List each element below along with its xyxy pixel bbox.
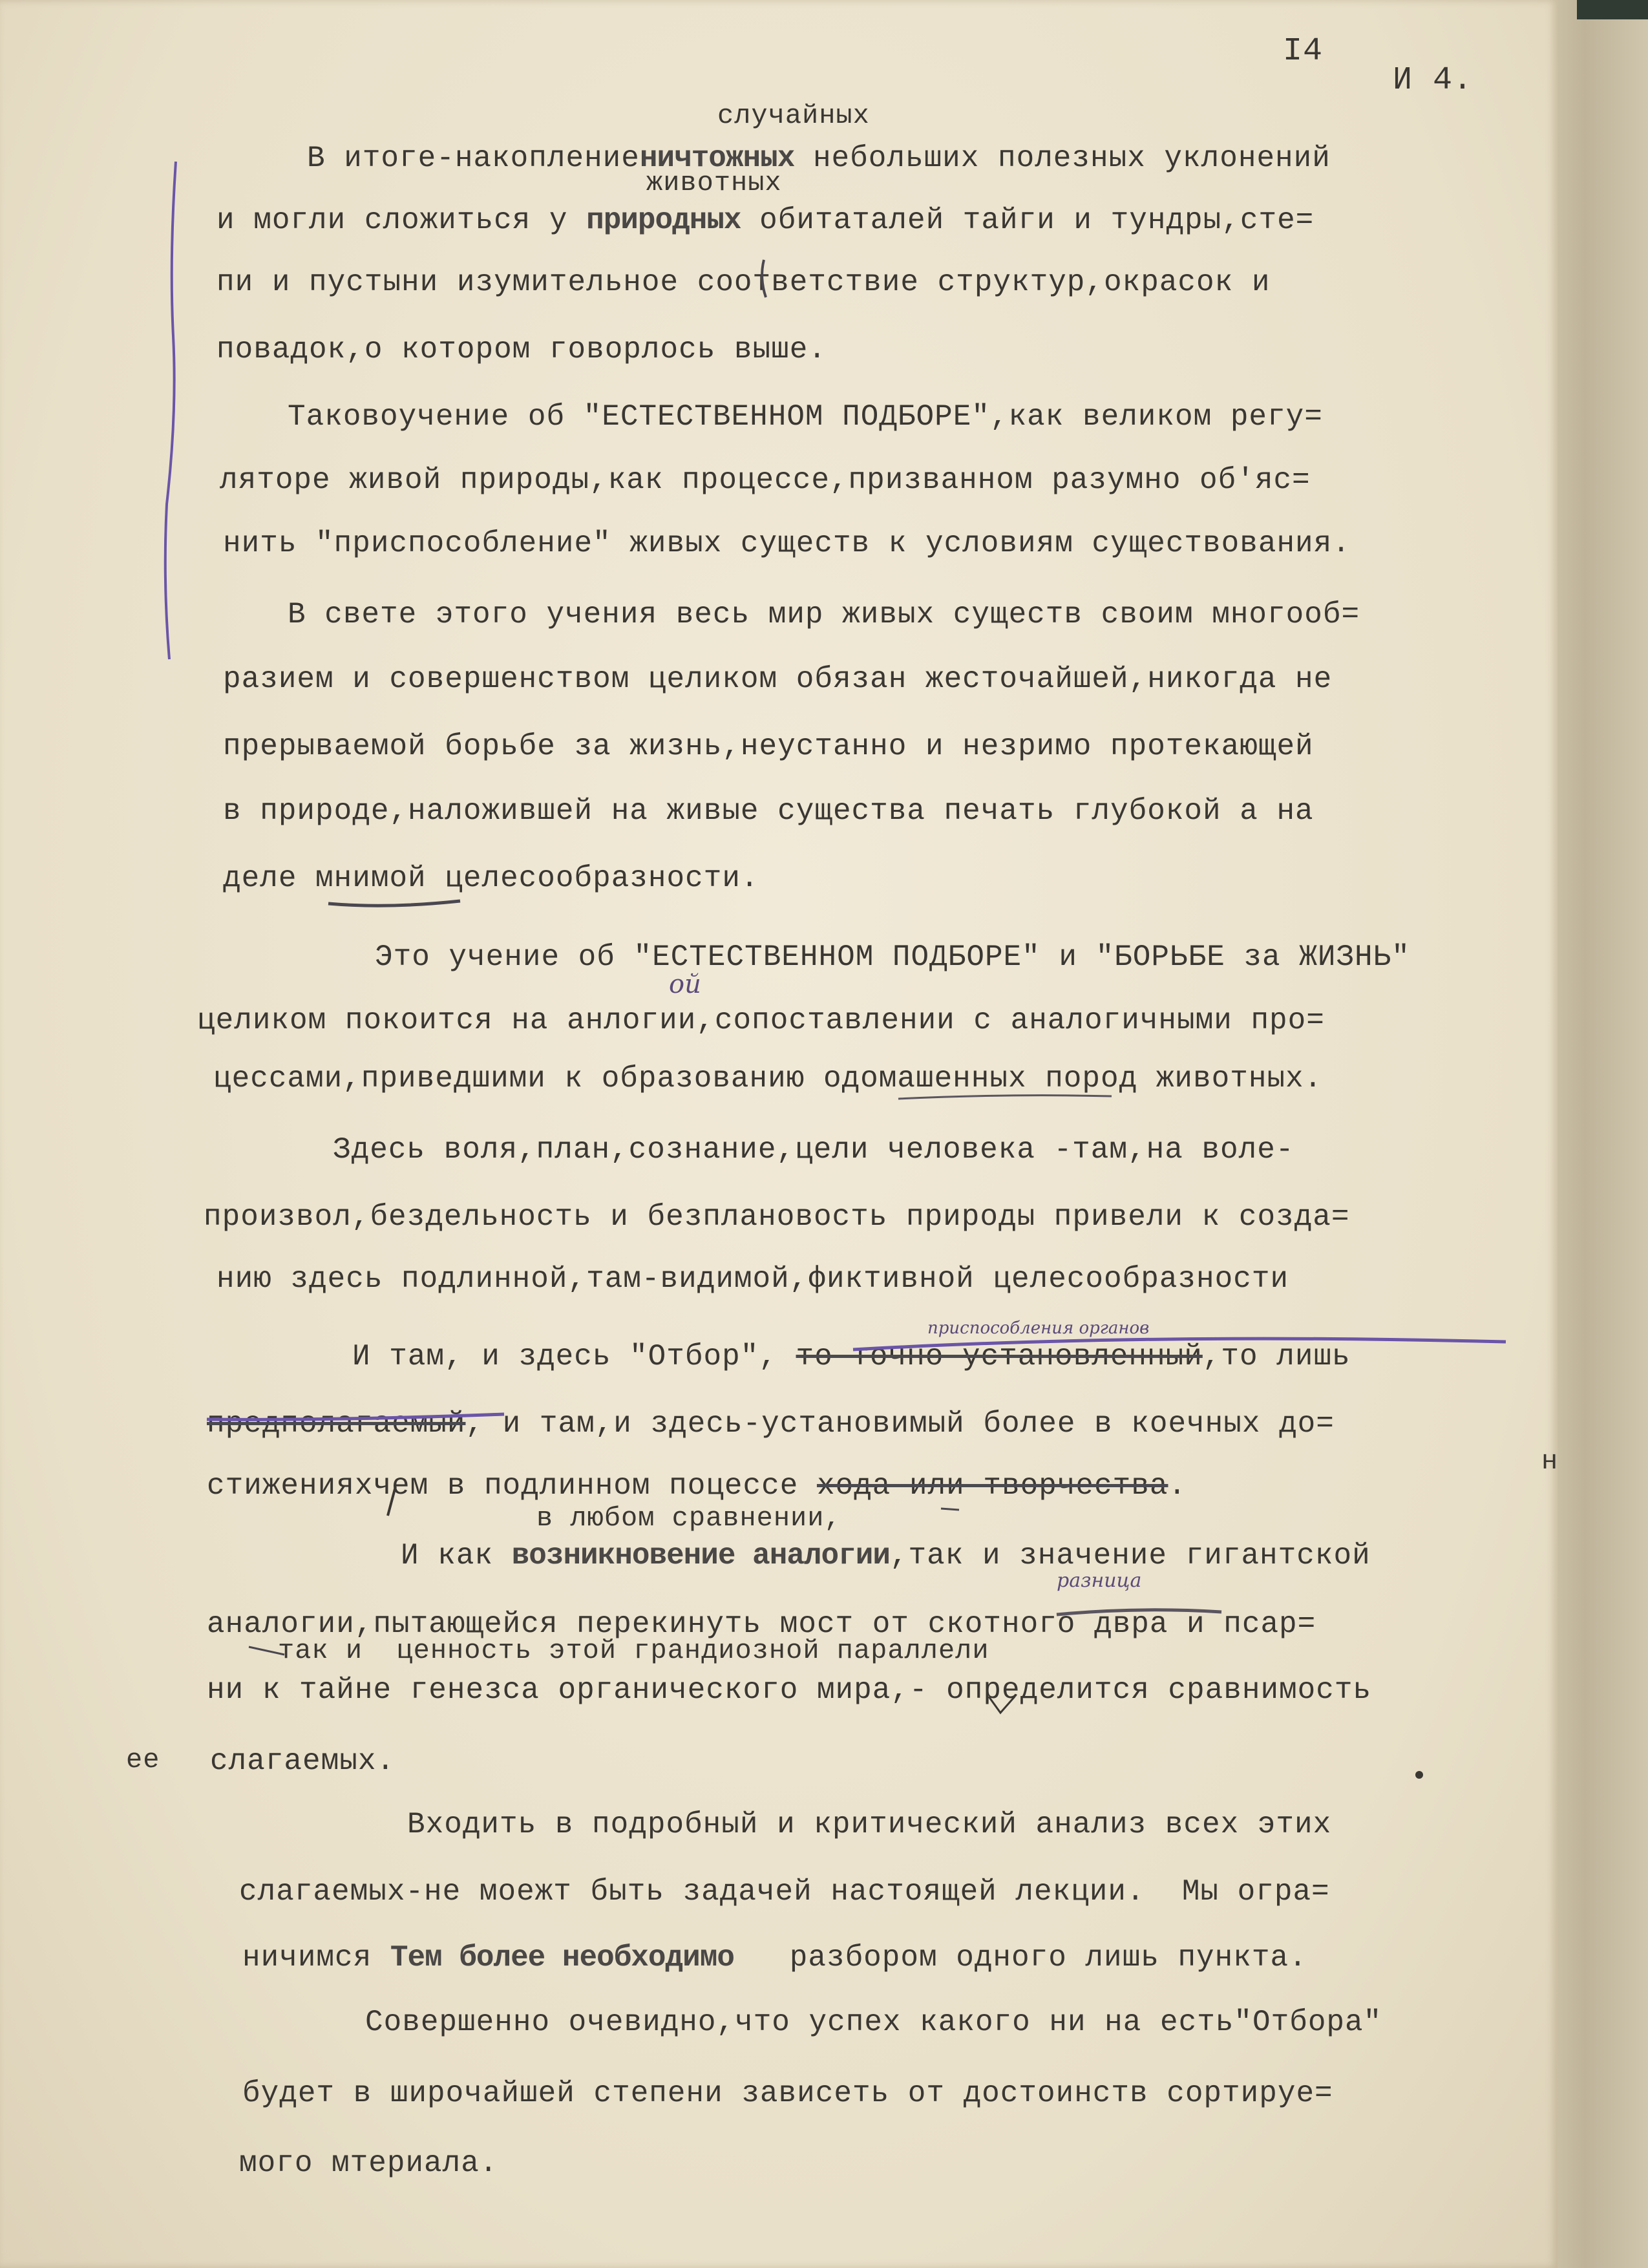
text-line-2	[217, 206, 1314, 235]
text-line-24: ни к тайне генезса органического мира,- определится сравнимость	[207, 1673, 1372, 1707]
line-2-start: и могли сложиться у	[217, 204, 587, 237]
text-line-22	[401, 1541, 1371, 1571]
line-22-start: И как	[401, 1539, 512, 1573]
text-line-23: аналогии,пытающейся перекинуть мост от скотного двра и псар=	[207, 1607, 1316, 1641]
text-line-13: Это учение об "ЕСТЕСТВЕННОМ ПОДБОРЕ" и "БОРЬБЕ за ЖИЗНЬ"	[375, 940, 1410, 974]
text-line-7: нить "приспособление" живых существ к условиям существования.	[223, 527, 1351, 560]
line-28-start: ничимся	[242, 1941, 390, 1975]
text-line-15: цессами,приведшими к образованию одомашенных пород животных.	[213, 1062, 1323, 1096]
insertion-zhivotnykh: животных	[646, 167, 782, 198]
line-28-end: разбором одного лишь пункта.	[734, 1941, 1307, 1975]
line-28-overtyped: Тем более необходимо	[390, 1941, 734, 1975]
folder-corner	[1577, 0, 1648, 19]
text-line-9: разием и совершенством целиком обязан жесточайшей,никогда не	[223, 662, 1333, 696]
text-line-6: ляторе живой природы,как процессе,призванном разумно об'яс=	[220, 463, 1311, 497]
text-line-28	[242, 1943, 1307, 1973]
text-line-31: мого мтериала.	[239, 2146, 498, 2180]
line-20-end: , и там,и здесь-установимый более в коечных до=	[465, 1407, 1335, 1441]
line-19-start: И там, и здесь "Отбор",	[352, 1340, 796, 1373]
page-number-secondary: И 4.	[1393, 62, 1474, 99]
line-22-overtyped: возникновение аналогии	[511, 1539, 890, 1573]
text-line-12: деле мнимой целесообразности.	[223, 862, 759, 895]
line-19-end: ,то лишь	[1202, 1340, 1351, 1373]
line-1-overtyped: ничтожных	[639, 142, 795, 175]
text-line-19	[352, 1342, 1351, 1372]
page-number-primary: I4	[1283, 33, 1324, 70]
page-edge	[1558, 0, 1648, 2268]
line-21-struck: хода или творчества	[816, 1469, 1168, 1503]
text-line-8: В свете этого учения весь мир живых существ своим многооб=	[288, 598, 1360, 631]
line-22-end: ,так и значение гигантской	[889, 1539, 1371, 1573]
text-line-3: пи и пустыни изумительное соответствие структур,окрасок и	[217, 266, 1271, 299]
handwritten-note-raznitsa: разница	[1057, 1569, 1142, 1592]
insertion-tak-i-tsennost: так и ценность этой грандиозной параллели	[278, 1635, 989, 1666]
insertion-sluchainykh: случайных	[717, 100, 870, 131]
text-line-26: Входить в подробный и критический анализ всех этих	[407, 1808, 1332, 1841]
line-20-struck: предполагаемый	[207, 1407, 466, 1441]
line-21-end: .	[1168, 1469, 1187, 1503]
text-line-5: Таковоучение об "ЕСТЕСТВЕННОМ ПОДБОРЕ",как великом регу=	[288, 400, 1323, 434]
text-line-27: слагаемых-не моежт быть задачей настоящей лекции. Мы огра=	[239, 1875, 1330, 1909]
text-line-29: Совершенно очевидно,что успех какого ни на есть"Отбора"	[365, 2006, 1382, 2039]
text-line-17: произвол,бездельность и безплановость природы привели к созда=	[204, 1200, 1350, 1234]
text-line-4: повадок,о котором говорлось выше.	[217, 333, 827, 366]
line-21-start: стиженияхчем в подлинном поцессе	[207, 1469, 817, 1503]
text-line-20	[207, 1409, 1335, 1439]
line-19-struck: то точно установленный	[796, 1340, 1203, 1373]
handwritten-correction-oi: ой	[669, 970, 701, 999]
handwritten-note-prisposobleniya: приспособления органов	[927, 1319, 1150, 1338]
text-line-25: слагаемых.	[210, 1744, 396, 1778]
text-line-16: Здесь воля,план,сознание,цели человека -там,на воле-	[333, 1133, 1294, 1167]
text-line-11: в природе,наложившей на живые существа печать глубокой а на	[223, 794, 1314, 828]
insertion-v-lyubom-sravnenii: в любом сравнении,	[536, 1503, 841, 1534]
line-1-start: В итоге-накопление	[307, 142, 640, 175]
text-line-30: будет в широчайшей степени зависеть от достоинств сортируе=	[242, 2077, 1333, 2110]
text-line-10: прерываемой борьбе за жизнь,неустанно и незримо протекающей	[223, 730, 1314, 763]
margin-ee: ее	[126, 1744, 160, 1775]
text-line-1	[307, 143, 1331, 173]
text-line-14: целиком покоится на анлогии,сопоставлении с аналогичными про=	[197, 1004, 1325, 1037]
text-line-18: нию здесь подлинной,там-видимой,фиктивной целесообразности	[217, 1262, 1289, 1296]
line-1-end: небольших полезных уклонений	[794, 142, 1331, 175]
line-2-overtyped: природных	[586, 204, 741, 237]
text-line-21	[207, 1471, 1187, 1501]
margin-n: н	[1541, 1446, 1559, 1477]
line-2-end: обитаталей тайги и тундры,сте=	[741, 204, 1315, 237]
